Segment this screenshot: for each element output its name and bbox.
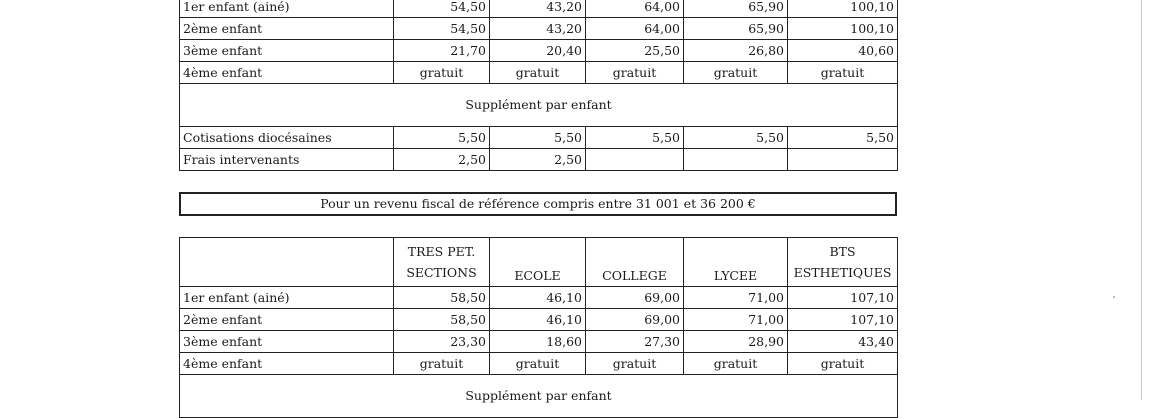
value-cell: 107,10 <box>788 287 898 309</box>
col-header-college: COLLEGE <box>586 238 684 287</box>
value-cell: 43,20 <box>490 18 586 40</box>
value-cell: 27,30 <box>586 331 684 353</box>
value-cell: 5,50 <box>394 127 490 149</box>
supplement-title: Supplément par enfant <box>180 375 898 418</box>
value-cell: gratuit <box>490 353 586 375</box>
value-cell: 107,10 <box>788 309 898 331</box>
value-cell: 5,50 <box>490 127 586 149</box>
row-label: 4ème enfant <box>180 353 394 375</box>
value-cell: 20,40 <box>490 40 586 62</box>
row-label: 2ème enfant <box>180 309 394 331</box>
value-cell: 65,90 <box>684 0 788 18</box>
row-label: Cotisations diocésaines <box>180 127 394 149</box>
value-cell: 46,10 <box>490 309 586 331</box>
supplement-title: Supplément par enfant <box>180 84 898 127</box>
value-cell: gratuit <box>788 62 898 84</box>
value-cell <box>684 149 788 171</box>
supplement-row <box>180 84 898 127</box>
value-cell: 46,10 <box>490 287 586 309</box>
value-cell: gratuit <box>394 62 490 84</box>
value-cell: 43,20 <box>490 0 586 18</box>
value-cell: 71,00 <box>684 287 788 309</box>
row-label: 3ème enfant <box>180 40 394 62</box>
scan-speck <box>1113 296 1115 298</box>
value-cell: 40,60 <box>788 40 898 62</box>
value-cell: 5,50 <box>684 127 788 149</box>
col-header-ecole: ECOLE <box>490 238 586 287</box>
value-cell: 58,50 <box>394 287 490 309</box>
value-cell: 71,00 <box>684 309 788 331</box>
value-cell: 64,00 <box>586 0 684 18</box>
value-cell: gratuit <box>490 62 586 84</box>
tariff-table-top <box>179 0 898 171</box>
row-label: 1er enfant (ainé) <box>180 0 394 18</box>
value-cell <box>788 149 898 171</box>
income-bracket-banner: Pour un revenu fiscal de référence compris entre 31 001 et 36 200 € <box>179 192 897 216</box>
value-cell: gratuit <box>394 353 490 375</box>
extra-fee-row <box>180 149 898 171</box>
value-cell: 18,60 <box>490 331 586 353</box>
table-row <box>180 18 898 40</box>
value-cell: 21,70 <box>394 40 490 62</box>
value-cell <box>586 149 684 171</box>
scan-page-edge <box>1141 0 1142 400</box>
value-cell: gratuit <box>586 62 684 84</box>
value-cell: 5,50 <box>788 127 898 149</box>
table-row <box>180 287 898 309</box>
table-row <box>180 331 898 353</box>
value-cell: gratuit <box>788 353 898 375</box>
value-cell: gratuit <box>684 353 788 375</box>
value-cell: 54,50 <box>394 18 490 40</box>
value-cell: 25,50 <box>586 40 684 62</box>
col-header-bts-esthetiques: BTS ESTHETIQUES <box>788 238 898 287</box>
table-row <box>180 309 898 331</box>
col-header-lycee: LYCEE <box>684 238 788 287</box>
value-cell: 69,00 <box>586 309 684 331</box>
row-label: 3ème enfant <box>180 331 394 353</box>
value-cell: 23,30 <box>394 331 490 353</box>
value-cell: 100,10 <box>788 0 898 18</box>
value-cell: 28,90 <box>684 331 788 353</box>
row-label: Frais intervenants <box>180 149 394 171</box>
value-cell: 26,80 <box>684 40 788 62</box>
value-cell: 100,10 <box>788 18 898 40</box>
tariff-table-bottom <box>179 237 898 418</box>
table-row <box>180 62 898 84</box>
value-cell: 54,50 <box>394 0 490 18</box>
value-cell: 69,00 <box>586 287 684 309</box>
value-cell: 58,50 <box>394 309 490 331</box>
value-cell: 5,50 <box>586 127 684 149</box>
row-label: 1er enfant (ainé) <box>180 287 394 309</box>
table-header-row <box>180 238 898 287</box>
header-empty-cell <box>180 238 394 287</box>
table-row <box>180 40 898 62</box>
value-cell: 2,50 <box>394 149 490 171</box>
value-cell: 65,90 <box>684 18 788 40</box>
row-label: 4ème enfant <box>180 62 394 84</box>
value-cell: gratuit <box>684 62 788 84</box>
row-label: 2ème enfant <box>180 18 394 40</box>
value-cell: 2,50 <box>490 149 586 171</box>
extra-fee-row <box>180 127 898 149</box>
value-cell: 64,00 <box>586 18 684 40</box>
supplement-row <box>180 375 898 418</box>
table-row <box>180 353 898 375</box>
value-cell: gratuit <box>586 353 684 375</box>
table-row <box>180 0 898 18</box>
value-cell: 43,40 <box>788 331 898 353</box>
col-header-tres-pet-sections: TRES PET. SECTIONS <box>394 238 490 287</box>
